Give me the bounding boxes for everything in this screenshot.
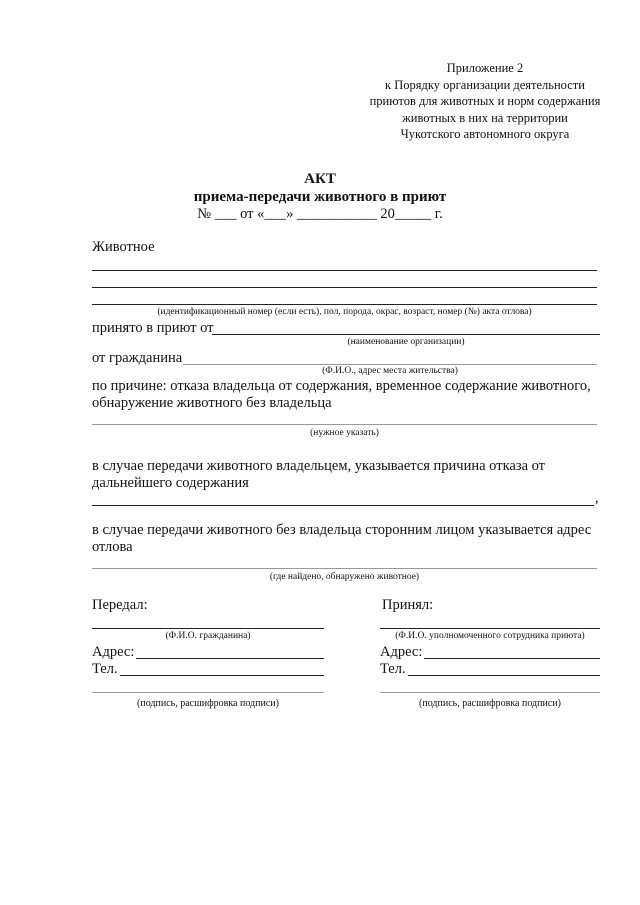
animal-caption: (идентификационный номер (если есть), пол, порода, окрас, возраст, номер (№) акта отлова)	[157, 307, 532, 317]
reason-caption: (нужное указать)	[310, 428, 379, 438]
left-phone-label: Тел.	[92, 661, 118, 677]
document-title: АКТ	[304, 171, 336, 187]
shelter-field-line[interactable]	[212, 334, 600, 335]
left-address-label: Адрес:	[92, 644, 135, 660]
shelter-label: принято в приют от	[92, 320, 214, 336]
left-party-name-line[interactable]	[92, 628, 324, 629]
owner-transfer-text-line-2: дальнейшего содержания	[92, 475, 249, 491]
owner-transfer-text-line-1: в случае передачи животного владельцем, указывается причина отказа от	[92, 458, 546, 474]
left-phone-line[interactable]	[120, 675, 324, 676]
left-party-title: Передал:	[92, 597, 148, 613]
right-phone-line[interactable]	[408, 675, 600, 676]
third-party-text-line-1: в случае передачи животного без владельца сторонним лицом указывается адрес	[92, 522, 592, 538]
appendix-line: животных в них на территории	[402, 110, 568, 125]
right-address-line[interactable]	[424, 658, 600, 659]
appendix-header	[340, 60, 630, 143]
reason-text-line-2: обнаружение животного без владельца	[92, 395, 332, 411]
citizen-caption: (Ф.И.О., адрес места жительства)	[322, 366, 458, 376]
act-number-line[interactable]: № ___ от «___» ___________ 20_____ г.	[197, 206, 443, 222]
third-party-caption: (где найдено, обнаружено животное)	[269, 572, 420, 582]
left-address-line[interactable]	[136, 658, 324, 659]
right-party-name-line[interactable]	[380, 628, 600, 629]
appendix-line: приютов для животных и норм содержания	[369, 94, 601, 108]
left-signature-caption: (подпись, расшифровка подписи)	[137, 698, 279, 709]
right-signature-caption: (подпись, расшифровка подписи)	[419, 698, 561, 709]
animal-field-line-1[interactable]	[92, 270, 597, 271]
animal-label: Животное	[92, 239, 155, 255]
citizen-field-line[interactable]	[183, 364, 597, 365]
appendix-line: Приложение 2	[446, 61, 524, 75]
right-signature-line[interactable]	[380, 692, 600, 693]
animal-field-line-3[interactable]	[92, 304, 597, 305]
right-address-label: Адрес:	[380, 644, 423, 660]
right-party-title: Принял:	[382, 597, 434, 613]
third-party-field-line[interactable]	[92, 568, 597, 569]
third-party-text-line-2: отлова	[92, 539, 133, 555]
appendix-line: к Порядку организации деятельности	[385, 77, 585, 92]
left-signature-line[interactable]	[92, 692, 324, 693]
document-subtitle: приема-передачи животного в приют	[193, 189, 447, 205]
trailing-comma: ,	[595, 490, 599, 506]
right-phone-label: Тел.	[380, 661, 406, 677]
citizen-label: от гражданина	[92, 350, 183, 366]
appendix-line: Чукотского автономного округа	[400, 127, 570, 141]
reason-field-line[interactable]	[92, 424, 597, 425]
shelter-caption: (наименование организации)	[347, 337, 465, 347]
reason-text-line-1: по причине: отказа владельца от содержания, временное содержание животного,	[92, 378, 591, 394]
animal-field-line-2[interactable]	[92, 287, 597, 288]
owner-transfer-field-line[interactable]	[92, 505, 594, 506]
right-party-name-caption: (Ф.И.О. уполномоченного сотрудника приюта)	[395, 631, 585, 641]
left-party-name-caption: (Ф.И.О. гражданина)	[165, 631, 251, 641]
